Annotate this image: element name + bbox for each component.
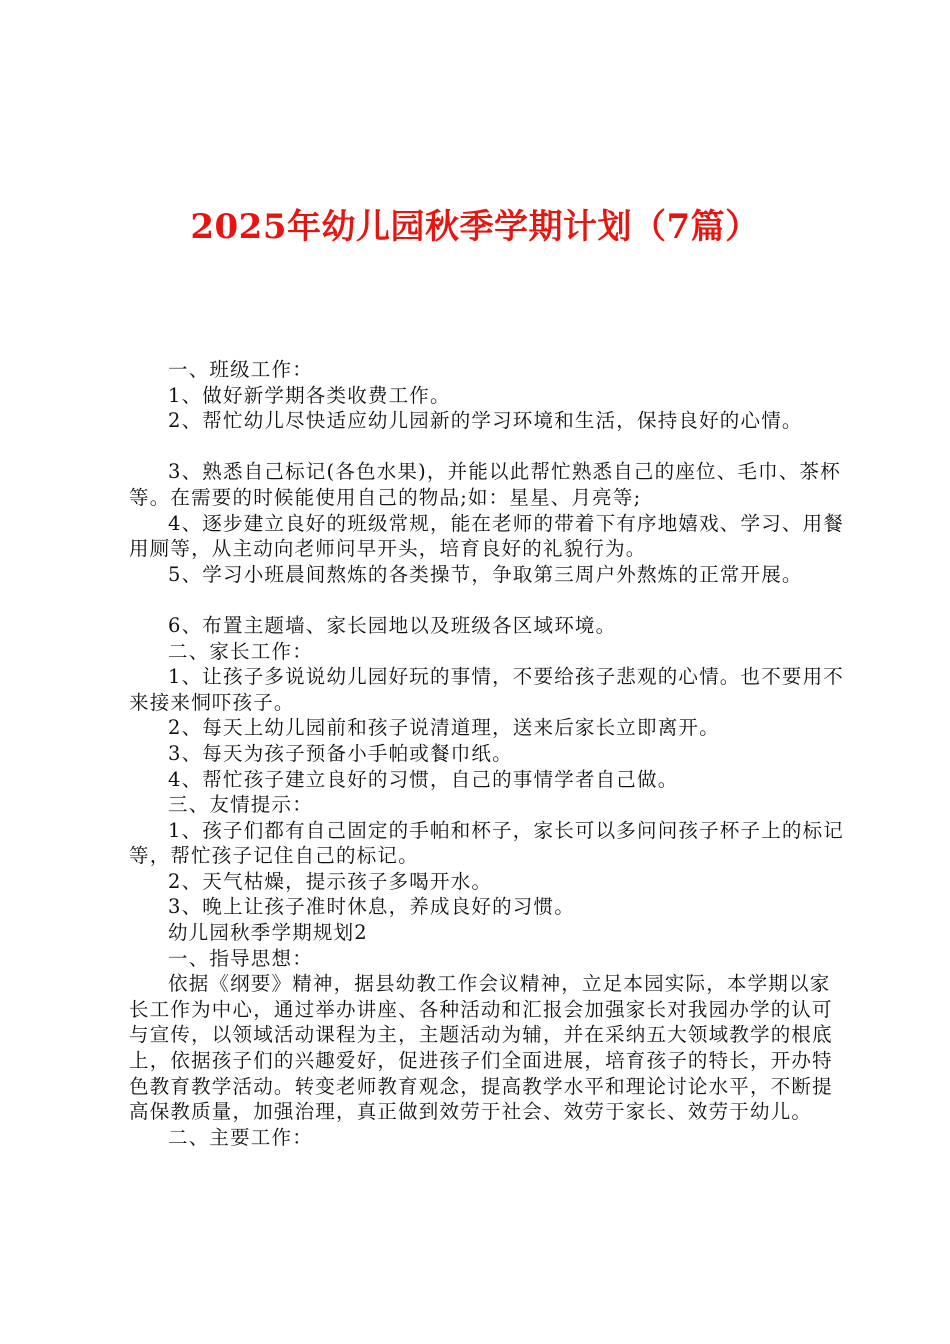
paragraph: 3、晚上让孩子准时休息，养成良好的习惯。 [168,895,575,919]
paragraph: 依据《纲要》精神，据县幼教工作会议精神，立足本园实际，本学期以家长工作为中心，通过举办讲座、各种活动和汇报会加强家长对我园办学的认可与宣传，以领域活动课程为主，主题活动为辅，并在采纳五大领域教学的根底上，依据孩子们的兴趣爱好，促进孩子们全面进展，培育孩子的特长，开办特色教育教学活动。转变老师教育观念，提高教学水平和理论讨论水平，不断提高保教质量，加强治理，真正做到效劳于社会、效劳于家长、效劳于幼儿。 [129,972,833,1124]
paragraph: 1、孩子们都有自己固定的手帕和杯子，家长可以多问问孩子杯子上的标记等，帮忙孩子记住自己的标记。 [129,818,845,868]
paragraph: 二、主要工作： [168,1125,313,1149]
paragraph: 4、帮忙孩子建立良好的习惯，自己的事情学者自己做。 [168,767,679,791]
paragraph: 一、班级工作： [168,358,313,381]
document-title: 2025年幼儿园秋季学期计划（7篇） [190,207,760,247]
paragraph: 3、熟悉自己标记(各色水果)，并能以此帮忙熟悉自己的座位、毛巾、茶杯等。在需要的时候能使用自己的物品;如：星星、月亮等; [129,460,841,509]
paragraph: 3、每天为孩子预备小手帕或餐巾纸。 [168,741,513,765]
paragraph: 5、学习小班晨间熬炼的各类操节，争取第三周户外熬炼的正常开展。 [168,562,803,586]
paragraph: 2、每天上幼儿园前和孩子说清道理，送来后家长立即离开。 [168,716,720,740]
paragraph: 二、家长工作： [168,639,313,663]
document-body [129,357,849,1150]
paragraph: 2、帮忙幼儿尽快适应幼儿园新的学习环境和生活，保持良好的心情。 [168,409,803,433]
paragraph: 2、天气枯燥，提示孩子多喝开水。 [168,869,493,893]
paragraph: 1、让孩子多说说幼儿园好玩的事情，不要给孩子悲观的心情。也不要用不来接来恫吓孩子。 [129,665,845,714]
paragraph: 6、布置主题墙、家长园地以及班级各区域环境。 [168,613,617,637]
paragraph: 三、友情提示： [168,793,313,817]
paragraph: 幼儿园秋季学期规划2 [168,921,368,945]
paragraph: 4、逐步建立良好的班级常规，能在老师的带着下有序地嬉戏、学习、用餐用厕等，从主动向老师问早开头，培育良好的礼貌行为。 [129,511,845,561]
paragraph: 一、指导思想： [168,946,313,970]
paragraph: 1、做好新学期各类收费工作。 [168,383,451,407]
